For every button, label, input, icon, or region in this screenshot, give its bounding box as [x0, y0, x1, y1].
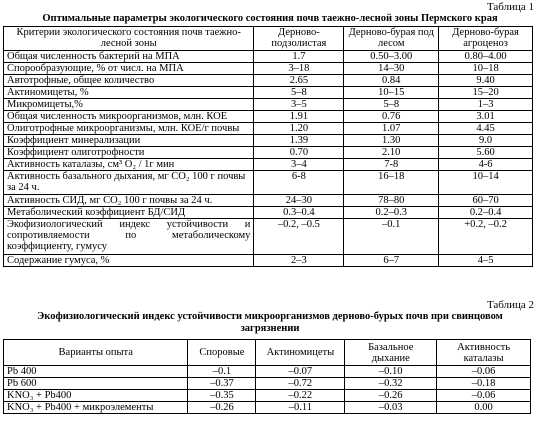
table1-header-row	[4, 27, 533, 51]
table2-value-cell: –0.32	[345, 378, 437, 390]
table1-value-cell: –0.2, –0.5	[254, 219, 344, 255]
table2-header-spore: Споровые	[188, 340, 256, 366]
table1-value-cell: 0.76	[344, 111, 439, 123]
table2-variant-cell: Pb 600	[4, 378, 188, 390]
table1-value-cell: 1.20	[254, 123, 344, 135]
table2-value-cell: –0.06	[437, 390, 531, 402]
table1-value-cell: 10–14	[439, 171, 533, 195]
table1-value-cell: 0.2–0.4	[439, 207, 533, 219]
table1-value-cell: 3.01	[439, 111, 533, 123]
table1-row	[4, 207, 533, 219]
table2-value-cell: –0.35	[188, 390, 256, 402]
table1-row	[4, 135, 533, 147]
table2	[3, 339, 531, 414]
table1-value-cell: 6–7	[344, 255, 439, 267]
table1-criterion-cell: Олиготрофные микроорганизмы, млн. КОЕ/г почвы	[4, 123, 254, 135]
table1-value-cell: 0.70	[254, 147, 344, 159]
table2-value-cell: 0.00	[437, 402, 531, 414]
table1	[3, 26, 533, 267]
table1-value-cell: 2–3	[254, 255, 344, 267]
table1-value-cell: 24–30	[254, 195, 344, 207]
table1-criterion-cell: Актиномицеты, %	[4, 87, 254, 99]
table2-variant-cell: Pb 400	[4, 366, 188, 378]
table1-value-cell: 9.0	[439, 135, 533, 147]
table1-value-cell: 1–3	[439, 99, 533, 111]
table1-value-cell: 1.30	[344, 135, 439, 147]
table1-criterion-cell: Экофизиологический индекс устойчивости и сопротивляемости по метаболическому коэффициенту, гумусу	[4, 219, 254, 255]
table1-row	[4, 51, 533, 63]
table2-value-cell: –0.10	[345, 366, 437, 378]
table2-value-cell: –0.22	[256, 390, 345, 402]
table1-row	[4, 75, 533, 87]
table1-value-cell: 10–18	[439, 63, 533, 75]
table1-row	[4, 159, 533, 171]
table1-row	[4, 255, 533, 267]
table2-title: Экофизиологический индекс устойчивости микроорганизмов дерново-бурых почв при свинцовом загрязнении	[37, 311, 503, 334]
table1-criterion-cell: Активность СИД, мг СО₂ 100 г почвы за 24 ч.	[4, 195, 254, 207]
table1-value-cell: 9.40	[439, 75, 533, 87]
table1-row	[4, 99, 533, 111]
table1-value-cell: 4-6	[439, 159, 533, 171]
table1-value-cell: +0.2, –0.2	[439, 219, 533, 255]
table2-value-cell: –0.06	[437, 366, 531, 378]
table2-value-cell: –0.11	[256, 402, 345, 414]
table1-header-podzol: Дерново-подзолистая	[254, 27, 344, 51]
table1-value-cell: 78–80	[344, 195, 439, 207]
table1-value-cell: 0.2–0.3	[344, 207, 439, 219]
table1-row	[4, 219, 533, 255]
table1-value-cell: 2.10	[344, 147, 439, 159]
table1-criterion-cell: Содержание гумуса, %	[4, 255, 254, 267]
table1-criterion-cell: Метаболический коэффициент БД/СИД	[4, 207, 254, 219]
table1-value-cell: 1.07	[344, 123, 439, 135]
table2-row	[4, 390, 531, 402]
table2-value-cell: –0.26	[345, 390, 437, 402]
table1-title: Оптимальные параметры экологического состояния почв таежно-лесной зоны Пермского края	[42, 13, 498, 24]
table1-value-cell: 2.65	[254, 75, 344, 87]
table1-value-cell: 5–8	[254, 87, 344, 99]
table1-value-cell: 4.45	[439, 123, 533, 135]
table2-variant-cell: KNO₃ + Pb400	[4, 390, 188, 402]
table1-value-cell: 0.84	[344, 75, 439, 87]
table2-row	[4, 378, 531, 390]
table1-value-cell: 16–18	[344, 171, 439, 195]
table1-value-cell: 1.39	[254, 135, 344, 147]
table1-row	[4, 87, 533, 99]
table2-row	[4, 366, 531, 378]
table1-row	[4, 111, 533, 123]
table1-criterion-cell: Коэффициент олиготрофности	[4, 147, 254, 159]
table1-value-cell: 10–15	[344, 87, 439, 99]
table2-caption: Таблица 2	[486, 299, 534, 311]
table1-value-cell: 6-8	[254, 171, 344, 195]
table1-value-cell: 14–30	[344, 63, 439, 75]
table1-value-cell: 7-8	[344, 159, 439, 171]
table1-value-cell: 5.60	[439, 147, 533, 159]
table2-value-cell: –0.03	[345, 402, 437, 414]
table2-value-cell: –0.72	[256, 378, 345, 390]
table1-value-cell: 4–5	[439, 255, 533, 267]
table1-criterion-cell: Коэффициент минерализации	[4, 135, 254, 147]
table2-value-cell: –0.26	[188, 402, 256, 414]
table1-criterion-cell: Общая численность бактерий на МПА	[4, 51, 254, 63]
table1-value-cell: 60–70	[439, 195, 533, 207]
table1-criterion-cell: Активность базального дыхания, мг СО₂ 100 г почвы за 24 ч.	[4, 171, 254, 195]
table1-value-cell: 1.7	[254, 51, 344, 63]
table1-value-cell: 3–5	[254, 99, 344, 111]
table2-value-cell: –0.18	[437, 378, 531, 390]
table1-row	[4, 123, 533, 135]
table1-value-cell: 3–4	[254, 159, 344, 171]
table2-header-variant: Варианты опыта	[4, 340, 188, 366]
table1-value-cell: 0.3–0.4	[254, 207, 344, 219]
table1-row	[4, 195, 533, 207]
table1-value-cell: 5–8	[344, 99, 439, 111]
table1-value-cell: 0.50–3.00	[344, 51, 439, 63]
table2-header-row	[4, 340, 531, 366]
table2-value-cell: –0.37	[188, 378, 256, 390]
table1-value-cell: 3–18	[254, 63, 344, 75]
table1-row	[4, 171, 533, 195]
table2-value-cell: –0.07	[256, 366, 345, 378]
table1-value-cell: 0.80–4.00	[439, 51, 533, 63]
table1-criterion-cell: Спорообразующие, % от числ. на МПА	[4, 63, 254, 75]
table1-header-forest: Дерново-бурая под лесом	[344, 27, 439, 51]
table1-value-cell: –0.1	[344, 219, 439, 255]
table2-row	[4, 402, 531, 414]
table1-criterion-cell: Активность каталазы, см³ О₂ / 1г мин	[4, 159, 254, 171]
table1-value-cell: 15–20	[439, 87, 533, 99]
table1-value-cell: 1.91	[254, 111, 344, 123]
table1-row	[4, 63, 533, 75]
table2-value-cell: –0.1	[188, 366, 256, 378]
table2-header-actino: Актиномицеты	[256, 340, 345, 366]
table1-header-agro: Дерново-бурая агроценоз	[439, 27, 533, 51]
table1-caption: Таблица 1	[486, 1, 534, 13]
table1-criterion-cell: Автотрофные, общее количество	[4, 75, 254, 87]
table1-criterion-cell: Общая численность микроорганизмов, млн. КОЕ	[4, 111, 254, 123]
table2-variant-cell: KNO₃ + Pb400 + микроэлементы	[4, 402, 188, 414]
table1-header-criteria: Критерии экологического состояния почв таежно-лесной зоны	[4, 27, 254, 51]
table1-criterion-cell: Микромицеты,%	[4, 99, 254, 111]
table2-header-catalase: Активность каталазы	[437, 340, 531, 366]
table1-row	[4, 147, 533, 159]
table2-header-respiration: Базальное дыхание	[345, 340, 437, 366]
